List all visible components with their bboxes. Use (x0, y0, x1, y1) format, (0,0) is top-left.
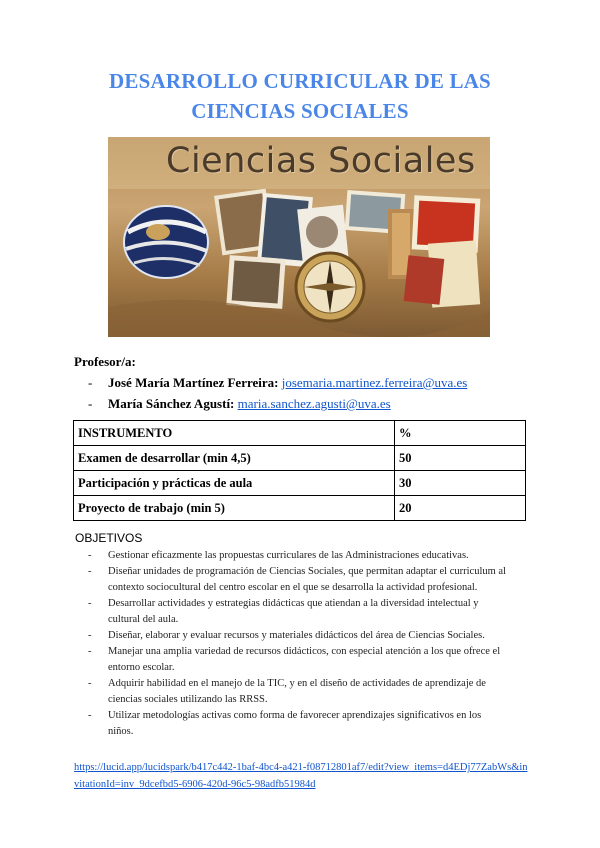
list-item (88, 628, 508, 644)
objective-text: Manejar una amplia variedad de recursos didácticos, con especial atención a los que ofrece el entorno escolar. (108, 646, 501, 673)
list-dash: - (88, 375, 93, 390)
table-header-row (74, 421, 526, 446)
list-dash: - (88, 710, 92, 721)
instrument-cell: Participación y prácticas de aula (74, 471, 395, 496)
table-row (74, 446, 526, 471)
list-dash: - (88, 566, 92, 577)
table-row (74, 496, 526, 521)
objective-text: Desarrollar actividades y estrategias didácticas que atiendan a la diversidad intelectual y cultural del aula. (108, 598, 479, 625)
percent-cell: 50 (395, 446, 526, 471)
table-row (74, 471, 526, 496)
page-title (0, 66, 600, 126)
objective-text: Utilizar metodologías activas como forma de favorecer aprendizajes significativos en los niños. (108, 710, 482, 737)
list-dash: - (88, 678, 92, 689)
list-item (88, 676, 508, 708)
compass-icon (296, 253, 364, 321)
list-item (88, 564, 508, 596)
banner-title: Ciencias Sociales (166, 141, 476, 181)
list-item (88, 708, 508, 740)
globe-icon (124, 206, 208, 278)
list-dash: - (88, 396, 93, 411)
objective-text: Diseñar, elaborar y evaluar recursos y materiales didácticos del área de Ciencias Sociales. (108, 630, 485, 641)
objectives-list (88, 548, 508, 740)
title-line-2: CIENCIAS SOCIALES (191, 99, 409, 123)
objective-text: Adquirir habilidad en el manejo de la TIC, y en el diseño de actividades de aprendizaje de ciencias sociales utilizando las RRSS. (108, 678, 486, 705)
list-dash: - (88, 550, 92, 561)
objective-text: Diseñar unidades de programación de Ciencias Sociales, que permitan adaptar el curriculum al contexto sociocultural del centro escolar en el que se desarrolla la actividad profesional. (108, 566, 506, 593)
professor-name: José María Martínez Ferreira: (108, 375, 279, 390)
list-dash: - (88, 598, 92, 609)
grades-table (73, 420, 526, 521)
header-percent: % (395, 421, 526, 446)
list-item (88, 644, 508, 676)
title-line-1: DESARROLLO CURRICULAR DE LAS (109, 69, 491, 93)
banner-image (108, 137, 490, 337)
objectives-heading: OBJETIVOS (75, 531, 143, 545)
professor-item (88, 393, 467, 414)
list-item (88, 548, 508, 564)
objective-text: Gestionar eficazmente las propuestas curriculares de las Administraciones educativas. (108, 550, 469, 561)
lucid-link[interactable]: https://lucid.app/lucidspark/b417c442-1baf-4bc4-a421-f08712801af7/edit?view_items=d4EDj77ZabWs&invitationId=inv_9dcefbd5-6906-420d-96c5-98adfb51984d (74, 762, 528, 790)
percent-cell: 30 (395, 471, 526, 496)
instrument-cell: Proyecto de trabajo (min 5) (74, 496, 395, 521)
professor-name: María Sánchez Agustí: (108, 396, 235, 411)
professor-email-link[interactable]: josemaria.martinez.ferreira@uva.es (281, 375, 468, 390)
professors-label: Profesor/a: (74, 354, 136, 369)
list-dash: - (88, 630, 92, 641)
instrument-cell: Examen de desarrollar (min 4,5) (74, 446, 395, 471)
professors-list (88, 372, 467, 414)
percent-cell: 20 (395, 496, 526, 521)
header-instrument: INSTRUMENTO (74, 421, 395, 446)
list-dash: - (88, 646, 92, 657)
professor-email-link[interactable]: maria.sanchez.agusti@uva.es (237, 396, 391, 411)
list-item (88, 596, 508, 628)
professor-item (88, 372, 467, 393)
